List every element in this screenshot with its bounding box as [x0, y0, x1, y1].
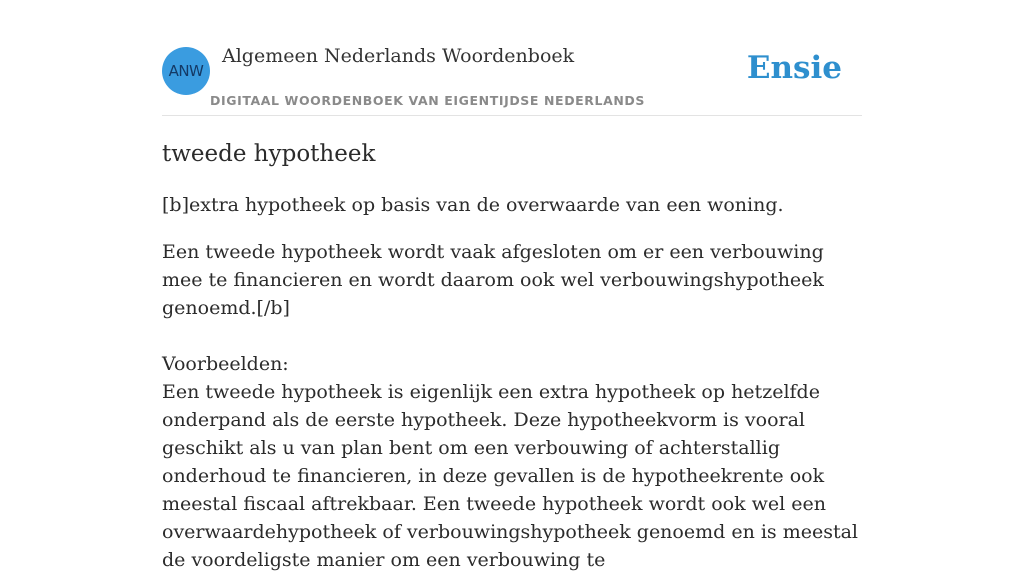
site-title[interactable]: Algemeen Nederlands Woordenboek — [222, 45, 575, 67]
ensie-logo[interactable]: Ensie — [746, 50, 842, 86]
entry-explanation: Een tweede hypotheek wordt vaak afgesloten om er een verbouwing mee te financieren en wordt daarom ook wel verbouwingshypotheek genoemd.[/b] — [162, 241, 824, 319]
entry-definition: [b]extra hypotheek op basis van de overwaarde van een woning. — [162, 194, 784, 216]
examples-text: Een tweede hypotheek is eigenlijk een extra hypotheek op hetzelfde onderpand als de eerste hypotheek. Deze hypotheekvorm is vooral geschikt als u van plan bent om een verbouwing of achterstallig onderhoud te financieren, in deze gevallen is de hypotheekrente ook meestal fiscaal aftrekbaar. Een tweede hypotheek wordt ook wel een overwaardehypotheek of verbouwingshypotheek genoemd en is meestal de voordeligste manier om een verbouwing te — [162, 381, 859, 571]
site-header — [162, 0, 862, 116]
site-subtitle: DIGITAAL WOORDENBOEK VAN EIGENTIJDSE NEDERLANDS — [210, 93, 646, 108]
anw-logo[interactable]: ANW — [162, 47, 210, 95]
entry-content — [162, 136, 862, 574]
entry-title: tweede hypotheek — [162, 141, 376, 167]
examples-label: Voorbeelden: — [162, 353, 289, 375]
